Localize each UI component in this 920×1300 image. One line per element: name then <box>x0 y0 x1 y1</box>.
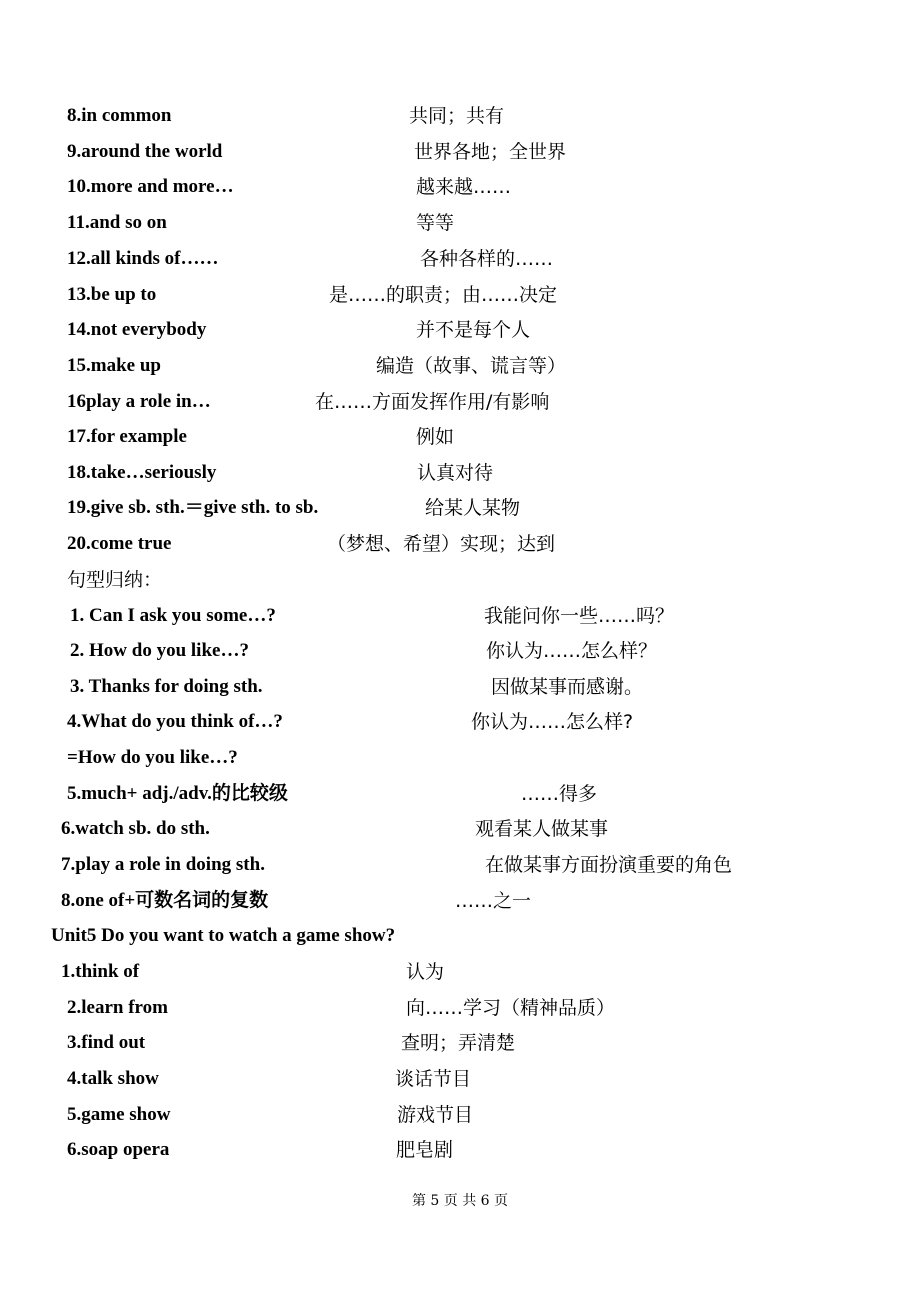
phrase-chinese: 肥皂剧 <box>396 1139 454 1161</box>
sentence-chinese: 因做某事而感谢。 <box>491 676 644 698</box>
phrase-english: 1.think of <box>61 961 140 982</box>
sentence-english: 8.one of+可数名词的复数 <box>61 890 269 911</box>
phrase-english: 4.talk show <box>67 1068 159 1089</box>
sentence-chinese: 在做某事方面扮演重要的角色 <box>485 854 733 876</box>
sentence-chinese: 我能问你一些……吗？ <box>484 605 675 627</box>
phrase-english: 19.give sb. sth.＝give sth. to sb. <box>67 497 319 518</box>
phrase-chinese: 游戏节目 <box>397 1104 474 1126</box>
phrase-chinese: 世界各地；全世界 <box>414 141 567 163</box>
unit-title: Unit5 Do you want to watch a game show? <box>51 925 396 946</box>
phrase-english: 12.all kinds of…… <box>67 248 219 269</box>
phrase-chinese: 各种各样的…… <box>420 248 554 270</box>
phrase-chinese: 等等 <box>416 212 455 234</box>
sentence-patterns-heading: 句型归纳： <box>67 569 163 591</box>
phrase-english: 3.find out <box>67 1032 146 1053</box>
phrase-english: 14.not everybody <box>67 319 207 340</box>
sentence-english: 6.watch sb. do sth. <box>61 818 210 839</box>
sentence-english: 3. Thanks for doing sth. <box>70 676 263 697</box>
phrase-chinese: 认为 <box>406 961 445 983</box>
sentence-english: 2. How do you like…? <box>70 640 249 661</box>
sentence-chinese: 你认为……怎么样？ <box>486 640 658 662</box>
phrase-chinese: 向……学习（精神品质） <box>406 997 616 1019</box>
phrase-chinese: 谈话节目 <box>395 1068 472 1090</box>
sentence-chinese: ……得多 <box>521 783 598 805</box>
phrase-chinese: 查明；弄清楚 <box>401 1032 516 1054</box>
phrase-english: 20.come true <box>67 533 172 554</box>
phrase-chinese: 越来越…… <box>416 176 512 198</box>
sentence-english: 7.play a role in doing sth. <box>61 854 265 875</box>
phrase-chinese: 是……的职责；由……决定 <box>329 284 558 306</box>
sentence-english: 1. Can I ask you some…? <box>70 605 276 626</box>
phrase-chinese: 认真对待 <box>417 462 494 484</box>
phrase-english: 13.be up to <box>67 284 157 305</box>
phrase-chinese: 共同；共有 <box>409 105 505 127</box>
phrase-english: 15.make up <box>67 355 161 376</box>
phrase-english: 17.for example <box>67 426 187 447</box>
phrase-chinese: 例如 <box>416 426 455 448</box>
phrase-chinese: 并不是每个人 <box>416 319 531 341</box>
sentence-chinese: 观看某人做某事 <box>475 818 609 840</box>
phrase-chinese: 编造（故事、谎言等） <box>376 355 567 377</box>
sentence-chinese: 你认为……怎么样? <box>471 711 634 733</box>
phrase-english: 8.in common <box>67 105 172 126</box>
phrase-chinese: 给某人某物 <box>425 497 521 519</box>
phrase-english: 6.soap opera <box>67 1139 170 1160</box>
phrase-english: 5.game show <box>67 1104 171 1125</box>
sentence-english: 5.much+ adj./adv.的比较级 <box>67 783 288 804</box>
phrase-english: 9.around the world <box>67 141 223 162</box>
phrase-chinese: 在……方面发挥作用/有影响 <box>315 391 550 413</box>
sentence-english: 4.What do you think of…? <box>67 711 283 732</box>
page-number-footer: 第 5 页 共 6 页 <box>411 1193 509 1209</box>
phrase-english: 16play a role in… <box>67 391 211 412</box>
phrase-english: 10.more and more… <box>67 176 234 197</box>
phrase-english: 2.learn from <box>67 997 168 1018</box>
sentence-english: =How do you like…? <box>67 747 238 768</box>
phrase-english: 11.and so on <box>67 212 167 233</box>
phrase-english: 18.take…seriously <box>67 462 217 483</box>
sentence-chinese: ……之一 <box>455 890 532 912</box>
phrase-chinese: （梦想、希望）实现；达到 <box>327 533 556 555</box>
